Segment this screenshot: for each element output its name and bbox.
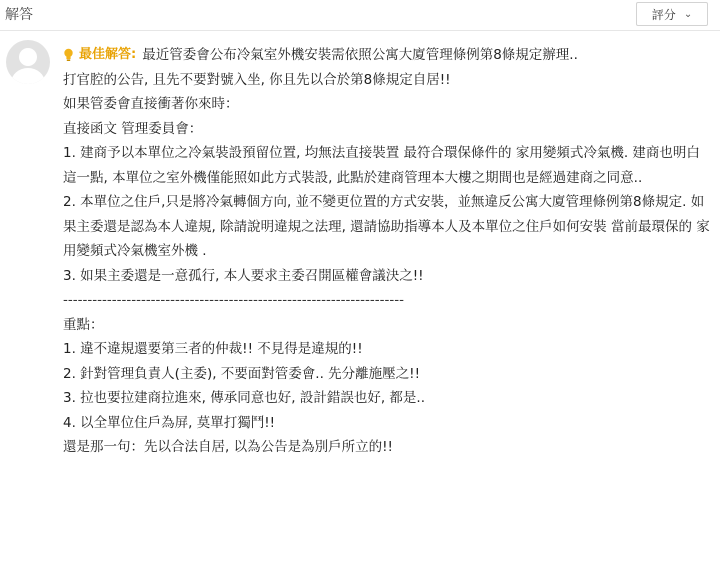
section-title: 解答	[5, 7, 33, 23]
answers-header	[0, 0, 720, 31]
answer-line: 還是那一句：先以合法自居, 以為公告是為別戶所立的!!	[63, 439, 393, 455]
answer-line: 打官腔的公告, 且先不要對號入坐, 你且先以合於第8條規定自居!!	[63, 71, 451, 88]
answer-line: 2. 針對管理負責人(主委), 不要面對管委會.. 先分離施壓之!!	[63, 365, 420, 382]
answer-line: 1. 建商予以本單位之冷氣裝設預留位置, 均無法直接裝置 最符合環保條件的 家用變頻式冷氣機. 建商也明白這一點, 本單位之室外機僅能照如此方式裝設, 此點於建商管理本大樓之期間也是經過建商之同意..	[63, 145, 700, 186]
sort-dropdown[interactable]	[636, 2, 708, 26]
sort-label: 評分	[651, 7, 676, 22]
answer-line: 4. 以全單位住戶為屏, 莫單打獨鬥!!	[63, 414, 276, 431]
lightbulb-icon	[63, 48, 74, 62]
best-answer-line	[63, 43, 713, 68]
chevron-down-icon: ⌄	[683, 8, 693, 20]
answer-line: 3. 拉也要拉建商拉進來, 傳承同意也好, 設計錯誤也好, 都是..	[63, 390, 426, 406]
answer-line: 2. 本單位之住戶,只是將冷氣轉個方向, 並不變更位置的方式安裝，並無違反公寓大廈管理條例第8條規定. 如果主委還是認為本人違規, 除請說明違規之法理, 還請協助指導本人及本單位之住戶如何安裝 當前最環保的 家用變頻式冷氣機室外機 .	[63, 194, 710, 259]
answer-line: 1. 違不違規還要第三者的仲裁!! 不見得是違規的!!	[63, 341, 363, 357]
answer-line: 重點：	[63, 316, 104, 333]
answer-line: 3. 如果主委還是一意孤行, 本人要求主委召開區權會議決之!!	[63, 267, 424, 284]
best-answer-text: 最近管委會公布冷氣室外機安裝需依照公寓大廈管理條例第8條規定辦理..	[142, 47, 578, 63]
answer-line: 如果管委會直接衝著你來時：	[63, 96, 239, 112]
divider-line: ----------------------------------------------------------------------	[63, 292, 404, 308]
default-avatar-icon[interactable]	[6, 40, 50, 84]
answer-line: 直接函文 管理委員會：	[63, 120, 203, 137]
best-answer-label: 最佳解答:	[79, 47, 137, 62]
answer-content	[63, 43, 713, 460]
